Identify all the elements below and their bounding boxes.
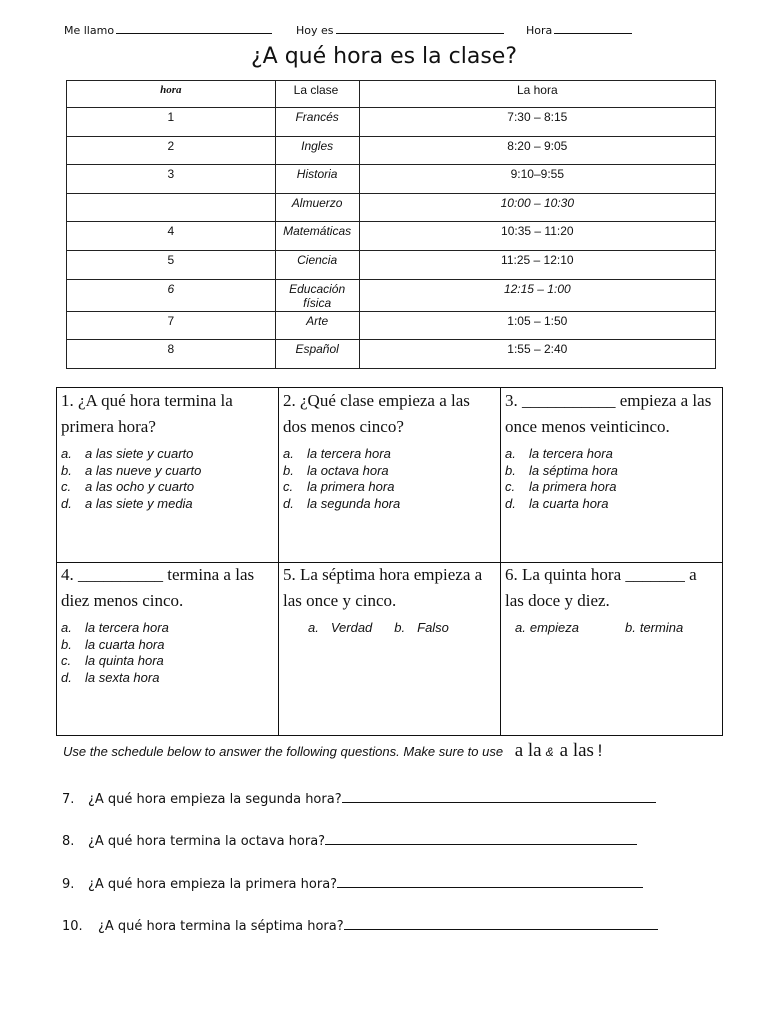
option-text: a las ocho y cuarto [85,479,195,494]
option[interactable] [505,463,718,480]
hora-cell: 1 [67,108,276,137]
options-inline [283,620,496,635]
answer-blank[interactable] [325,832,637,845]
name-blank[interactable] [116,22,272,34]
date-label: Hoy es [296,24,334,37]
question-text: 2. ¿Qué clase empieza a las dos menos cinco? [283,391,470,436]
time-cell: 8:20 – 9:05 [359,136,715,165]
header-line [64,22,704,42]
option[interactable] [283,496,496,513]
class-cell: Historia [275,165,359,194]
question-text: 6. La quinta hora _______ a las doce y diez. [505,565,697,610]
question-text: 4. __________ termina a las diez menos cinco. [61,565,255,610]
class-cell: Arte [275,311,359,340]
exclamation: ! [597,741,603,760]
date-field [296,22,504,37]
instructions [63,740,743,762]
class-cell: Español [275,340,359,369]
class-cell: Matemáticas [275,222,359,251]
question-2-box [278,387,500,512]
option-letter: c. [505,479,516,494]
hour-label: Hora [526,24,553,37]
option-text: la séptima hora [529,462,618,478]
hora-cell: 2 [67,136,276,165]
time-cell: 10:35 – 11:20 [359,222,715,251]
name-field [64,22,272,37]
table-row [67,340,716,369]
option-letter: b. [624,620,636,635]
option-text: la tercera hora [85,620,169,635]
option-text: la tercera hora [307,446,391,461]
option-text: la sexta hora [85,669,160,685]
option[interactable] [625,620,683,635]
option-text: la tercera hora [529,446,613,461]
question-text: ¿A qué hora termina la octava hora? [88,834,326,849]
option-text: la quinta hora [85,653,164,668]
option-letter: b. [61,462,72,478]
ampersand: & [545,745,554,759]
option-letter: c. [61,479,72,494]
class-cell: Ingles [275,136,359,165]
option-text: Falso [417,620,449,635]
table-row [67,165,716,194]
open-question-9 [62,875,643,892]
option-text: a las siete y cuarto [85,446,194,461]
table-row [67,222,716,251]
hora-cell: 4 [67,222,276,251]
option[interactable] [61,620,274,637]
option-text: la segunda hora [307,495,401,511]
class-cell: Francés [275,108,359,137]
option-letter: a. [308,620,319,635]
header-time: La hora [359,81,715,108]
option[interactable] [283,479,496,496]
option[interactable] [61,479,274,496]
option-text: a las nueve y cuarto [85,462,202,478]
question-5-box [278,561,500,635]
option-letter: d. [505,495,516,511]
time-cell: 1:55 – 2:40 [359,340,715,369]
class-cell: Ciencia [275,250,359,279]
option-text: a las siete y media [85,495,193,511]
option-letter: a. [61,446,72,461]
answer-blank[interactable] [337,875,643,888]
hora-cell: 3 [67,165,276,194]
option-letter: d. [61,495,72,511]
table-row [67,311,716,340]
option-letter: d. [61,669,72,685]
options-list [61,620,274,686]
class-cell: Educación física [275,279,359,311]
header-hora: hora [67,81,276,108]
time-cell: 11:25 – 12:10 [359,250,715,279]
hora-cell: 5 [67,250,276,279]
page-title: ¿A qué hora es la clase? [250,44,518,69]
option-text: la octava hora [307,462,389,478]
date-blank[interactable] [336,22,504,34]
class-cell: Almuerzo [275,193,359,222]
question-4-box [56,561,278,686]
instructions-text: Use the schedule below to answer the following questions. Make sure to use [63,744,504,759]
hour-field [526,22,632,37]
table-row [67,279,716,311]
hora-cell [67,193,276,222]
time-cell: 7:30 – 8:15 [359,108,715,137]
question-1-box [56,387,278,512]
table-row [67,108,716,137]
options-list [283,446,496,512]
option-text: la primera hora [307,479,395,494]
question-6-box [500,561,722,635]
option[interactable] [505,496,718,513]
answer-blank[interactable] [344,917,658,930]
option-letter: a. [505,446,516,461]
option-text: empieza [529,620,579,635]
question-text: ¿A qué hora empieza la segunda hora? [88,792,342,807]
option[interactable] [61,446,274,463]
options-inline [505,620,718,635]
option[interactable] [515,620,579,635]
question-text: ¿A qué hora termina la séptima hora? [98,919,344,934]
option-text: la cuarta hora [85,636,165,652]
table-row [67,250,716,279]
options-list [505,446,718,512]
table-row [67,193,716,222]
question-number: 9. [62,877,75,892]
time-cell: 12:15 – 1:00 [359,279,715,311]
option[interactable] [283,446,496,463]
option[interactable] [308,620,372,635]
option-text: la primera hora [529,479,617,494]
option-letter: d. [283,495,294,511]
option[interactable] [505,479,718,496]
a-las-label: a las [559,740,594,761]
options-list [61,446,274,512]
schedule-header-row [67,81,716,108]
open-question-8 [62,832,637,849]
option[interactable] [394,620,449,635]
option-letter: c. [61,653,72,668]
option-letter: a. [283,446,294,461]
table-row [67,136,716,165]
option-letter: b. [505,462,516,478]
header-clase: La clase [275,81,359,108]
option-letter: a. [515,620,526,635]
option-text: Verdad [330,620,373,635]
option[interactable] [505,446,718,463]
question-text: 3. ___________ empieza a las once menos veinticinco. [505,391,712,436]
time-cell: 10:00 – 10:30 [359,193,715,222]
option-letter: b. [394,620,406,635]
option-text: termina [639,620,684,635]
time-cell: 9:10–9:55 [359,165,715,194]
hour-blank[interactable] [554,22,632,34]
question-text: 5. La séptima hora empieza a las once y cinco. [283,565,483,610]
question-text: ¿A qué hora empieza la primera hora? [88,877,338,892]
option-letter: b. [61,636,72,652]
option[interactable] [61,496,274,513]
option[interactable] [61,670,274,687]
time-cell: 1:05 – 1:50 [359,311,715,340]
question-number: 8. [62,834,75,849]
hora-cell: 7 [67,311,276,340]
hora-cell: 6 [67,279,276,311]
open-question-10 [62,917,658,934]
a-la-label: a la [514,740,542,761]
option[interactable] [283,463,496,480]
option[interactable] [61,463,274,480]
question-number: 7. [62,792,75,807]
open-question-7 [62,790,656,807]
hora-cell: 8 [67,340,276,369]
option-letter: b. [283,462,294,478]
option-letter: a. [61,620,72,635]
schedule-table [66,80,716,369]
option-letter: c. [283,479,294,494]
option[interactable] [61,637,274,654]
name-label: Me llamo [64,24,115,37]
question-3-box [500,387,722,512]
answer-blank[interactable] [342,790,656,803]
question-number: 10. [62,919,83,934]
question-text: 1. ¿A qué hora termina la primera hora? [61,391,233,436]
option[interactable] [61,653,274,670]
option-text: la cuarta hora [529,495,609,511]
